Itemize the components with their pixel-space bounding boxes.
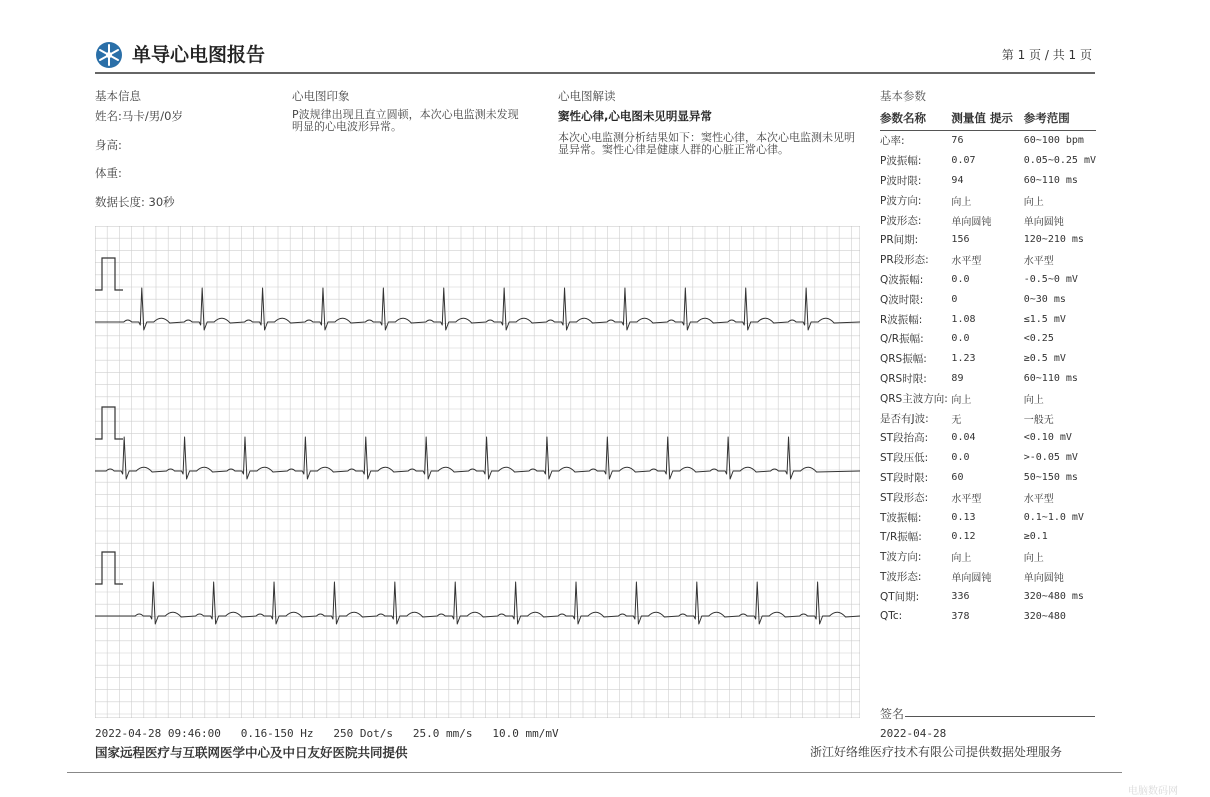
param-reference: 320~480 <box>1023 610 1066 622</box>
param-reference: ≥0.5 mV <box>1023 353 1066 365</box>
signature-date: 2022-04-28 <box>880 727 947 740</box>
param-value: 89 <box>951 372 964 384</box>
param-value: 60 <box>951 471 964 483</box>
param-reference: <0.25 <box>1023 333 1054 345</box>
param-row <box>880 171 1096 191</box>
param-row <box>880 567 1096 587</box>
param-row <box>880 448 1096 468</box>
hospital-logo-icon <box>95 41 123 69</box>
param-row <box>880 487 1096 507</box>
footer-provider-left: 国家远程医疗与互联网医学中心及中日友好医院共同提供 <box>95 745 408 760</box>
param-reference: ≤1.5 mV <box>1023 313 1066 325</box>
params-heading: 基本参数 <box>880 89 926 103</box>
col-param-name: 参数名称 <box>880 108 951 131</box>
interpretation-heading: 心电图解读 <box>558 89 616 103</box>
watermark: 电脑数码网 <box>1128 786 1178 797</box>
calibration-pulse <box>95 407 123 439</box>
param-reference: >-0.05 mV <box>1023 452 1078 464</box>
param-reference: 60~110 ms <box>1023 372 1078 384</box>
report-title: 单导心电图报告 <box>132 44 266 66</box>
param-name: QT间期: <box>880 590 920 603</box>
param-reference: 320~480 ms <box>1023 590 1084 602</box>
param-name: PR段形态: <box>880 254 929 267</box>
param-row <box>880 289 1096 309</box>
param-value: 156 <box>951 234 970 246</box>
param-reference: ≥0.1 <box>1023 531 1048 543</box>
param-value: 1.08 <box>951 313 976 325</box>
param-name: QRS主波方向: <box>880 392 948 405</box>
param-name: T波方向: <box>880 551 922 564</box>
header-divider <box>95 72 1095 74</box>
param-value: 336 <box>951 590 970 602</box>
patient-name: 姓名:马卡/男/0岁 <box>95 109 183 123</box>
col-reference: 参考范围 <box>1024 108 1096 131</box>
param-reference: 向上 <box>1023 394 1044 406</box>
param-row <box>880 270 1096 290</box>
param-row <box>880 606 1096 626</box>
param-name: 是否有J波: <box>880 412 929 425</box>
param-name: QRS振幅: <box>880 353 927 366</box>
param-value: 向上 <box>951 196 972 208</box>
param-value: 0.13 <box>951 511 976 523</box>
params-panel <box>880 88 1096 626</box>
impression-text: P波规律出现且直立圆顿，本次心电监测未发现明显的心电波形异常。 <box>292 108 519 133</box>
param-reference: 水平型 <box>1023 256 1054 268</box>
signature-line <box>905 716 1095 717</box>
param-name: ST段压低: <box>880 452 929 465</box>
recording-meta: 2022-04-28 09:46:00 0.16-150 Hz 250 Dot/s 25.0 mm/s 10.0 mm/mV <box>95 727 559 740</box>
param-name: Q波时限: <box>880 293 924 306</box>
param-name: 心率: <box>880 135 905 148</box>
interpretation-text: 本次心电监测分析结果如下：窦性心律，本次心电监测未见明显异常。窦性心律是健康人群的心脏正常心律。 <box>558 131 855 156</box>
param-row <box>880 131 1096 151</box>
param-name: QTc: <box>880 610 903 623</box>
param-reference: 60~110 ms <box>1023 174 1078 186</box>
patient-weight: 体重: <box>95 166 122 180</box>
param-name: P波振幅: <box>880 155 922 168</box>
param-name: P波方向: <box>880 194 922 207</box>
param-value: 0.0 <box>951 452 970 464</box>
param-row <box>880 428 1096 448</box>
param-row <box>880 527 1096 547</box>
param-row <box>880 507 1096 527</box>
param-value: 向上 <box>951 394 972 406</box>
param-name: P波形态: <box>880 214 922 227</box>
param-row <box>880 190 1096 210</box>
ecg-chart <box>95 226 860 718</box>
calibration-pulse <box>95 552 123 584</box>
param-value: 无 <box>951 414 962 426</box>
interpretation-conclusion: 窦性心律,心电图未见明显异常 <box>558 109 712 123</box>
param-reference: 0.1~1.0 mV <box>1023 511 1084 523</box>
param-value: 向上 <box>951 553 972 565</box>
param-name: PR间期: <box>880 234 919 247</box>
col-measured: 测量值 提示 <box>951 108 1023 131</box>
footer-provider-right: 浙江好络维医疗技术有限公司提供数据处理服务 <box>810 745 1063 759</box>
param-name: Q/R振幅: <box>880 333 924 346</box>
param-reference: -0.5~0 mV <box>1023 273 1078 285</box>
page-indicator: 第 1 页 / 共 1 页 <box>1001 48 1092 62</box>
param-reference: 60~100 bpm <box>1023 135 1084 147</box>
param-value: 94 <box>951 174 964 186</box>
param-row <box>880 349 1096 369</box>
patient-height: 身高: <box>95 138 122 152</box>
param-value: 0.0 <box>951 273 970 285</box>
param-value: 单向圆钝 <box>951 572 992 584</box>
param-name: R波振幅: <box>880 313 923 326</box>
param-row <box>880 230 1096 250</box>
param-row <box>880 329 1096 349</box>
params-table <box>880 108 1096 626</box>
param-value: 76 <box>951 135 964 147</box>
param-value: 1.23 <box>951 353 976 365</box>
basic-info-heading: 基本信息 <box>95 89 141 103</box>
param-value: 378 <box>951 610 970 622</box>
param-row <box>880 388 1096 408</box>
param-value: 0.04 <box>951 432 976 444</box>
signature-label: 签名 <box>880 707 905 721</box>
param-row <box>880 408 1096 428</box>
param-reference: 向上 <box>1023 196 1044 208</box>
param-value: 0.07 <box>951 155 976 167</box>
param-row <box>880 547 1096 567</box>
param-row <box>880 250 1096 270</box>
impression-heading: 心电图印象 <box>292 89 350 103</box>
param-value: 0.0 <box>951 333 970 345</box>
param-value: 单向圆钝 <box>951 216 992 228</box>
param-value: 0.12 <box>951 531 976 543</box>
param-row <box>880 210 1096 230</box>
param-reference: 单向圆钝 <box>1023 572 1064 584</box>
param-reference: 水平型 <box>1023 493 1054 505</box>
data-length: 数据长度: 30秒 <box>95 195 175 209</box>
param-value: 水平型 <box>951 256 982 268</box>
param-name: ST段时限: <box>880 471 929 484</box>
param-row <box>880 586 1096 606</box>
param-name: ST段抬高: <box>880 432 929 445</box>
param-name: P波时限: <box>880 174 922 187</box>
param-name: T波振幅: <box>880 511 922 524</box>
param-name: QRS时限: <box>880 372 927 385</box>
param-name: ST段形态: <box>880 491 929 504</box>
param-reference: 120~210 ms <box>1023 234 1084 246</box>
param-reference: 一般无 <box>1023 414 1054 426</box>
param-name: T波形态: <box>880 570 922 583</box>
param-row <box>880 369 1096 389</box>
ecg-trace-lead-3 <box>95 582 860 624</box>
param-reference: <0.10 mV <box>1023 432 1072 444</box>
param-name: T/R振幅: <box>880 531 922 544</box>
param-row <box>880 468 1096 488</box>
param-reference: 0~30 ms <box>1023 293 1066 305</box>
param-reference: 0.05~0.25 mV <box>1023 155 1096 167</box>
param-value: 0 <box>951 293 958 305</box>
bottom-divider <box>67 772 1122 773</box>
param-reference: 50~150 ms <box>1023 471 1078 483</box>
param-name: Q波振幅: <box>880 273 924 286</box>
param-reference: 单向圆钝 <box>1023 216 1064 228</box>
param-value: 水平型 <box>951 493 982 505</box>
param-row <box>880 151 1096 171</box>
param-row <box>880 309 1096 329</box>
param-reference: 向上 <box>1023 553 1044 565</box>
